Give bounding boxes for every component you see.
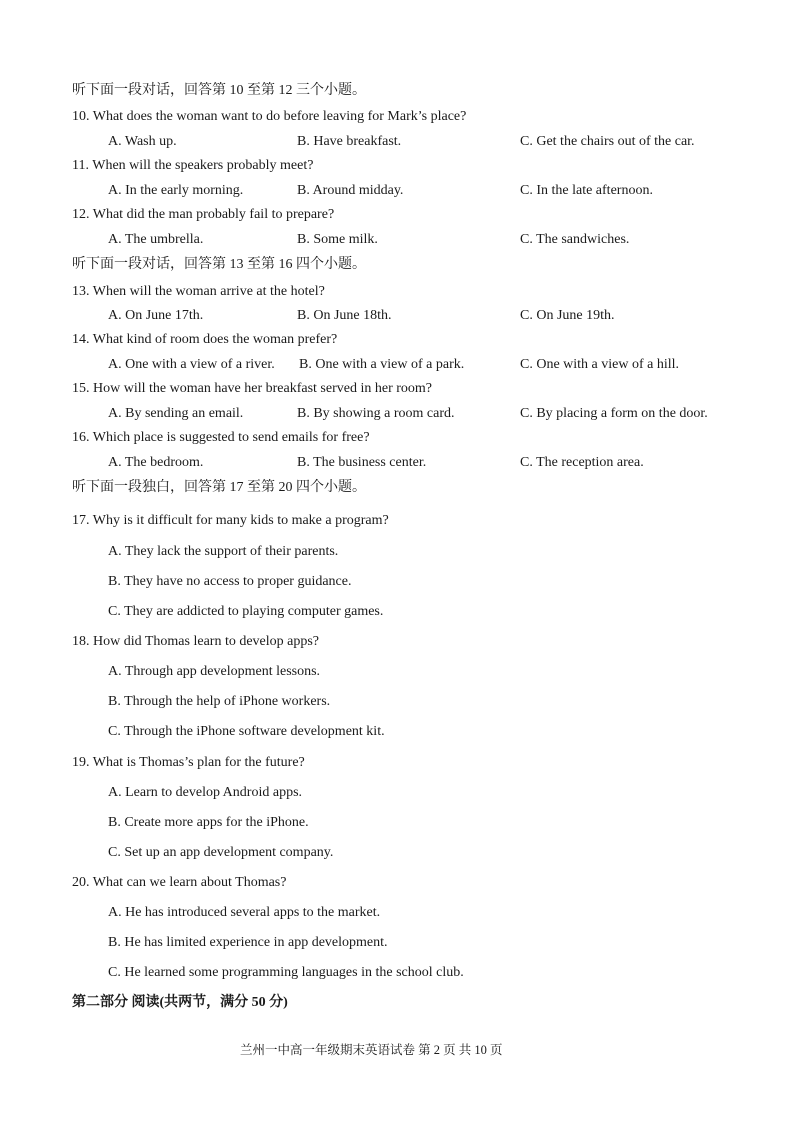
option-c: C. The reception area.: [520, 455, 644, 470]
option-c: C. One with a view of a hill.: [520, 357, 680, 372]
question-stem: 10. What does the woman want to do before leaving for Mark’s place?: [72, 109, 467, 124]
section-instruction: 听下面一段独白，回答第 17 至第 20 四个小题。: [72, 480, 366, 495]
option-b: B. On June 18th.: [297, 308, 392, 323]
question-stem: 18. How did Thomas learn to develop apps?: [72, 634, 320, 649]
option-c: C. They are addicted to playing computer games.: [108, 604, 384, 619]
option-a: A. The bedroom.: [108, 455, 204, 470]
question-stem: 13. When will the woman arrive at the hotel?: [72, 284, 325, 299]
option-a: A. One with a view of a river.: [108, 357, 275, 372]
page-footer: 兰州一中高一年级期末英语试卷 第 2 页 共 10 页: [240, 1043, 503, 1057]
option-b: B. He has limited experience in app development.: [108, 935, 388, 950]
option-b: B. Have breakfast.: [297, 134, 402, 149]
option-b: B. Create more apps for the iPhone.: [108, 815, 309, 830]
question-stem: 11. When will the speakers probably meet?: [72, 158, 314, 173]
option-a: A. Wash up.: [108, 134, 177, 149]
option-a: A. He has introduced several apps to the market.: [108, 905, 381, 920]
option-b: B. By showing a room card.: [297, 406, 455, 421]
option-c: C. He learned some programming languages in the school club.: [108, 965, 464, 980]
question-stem: 12. What did the man probably fail to prepare?: [72, 207, 335, 222]
option-c: C. On June 19th.: [520, 308, 615, 323]
option-a: A. By sending an email.: [108, 406, 244, 421]
option-c: C. Set up an app development company.: [108, 845, 334, 860]
question-stem: 19. What is Thomas’s plan for the future?: [72, 755, 305, 770]
option-b: B. Through the help of iPhone workers.: [108, 694, 331, 709]
question-stem: 20. What can we learn about Thomas?: [72, 875, 287, 890]
option-a: A. In the early morning.: [108, 183, 244, 198]
question-stem: 17. Why is it difficult for many kids to make a program?: [72, 513, 389, 528]
part-heading: 第二部分 阅读(共两节，满分 50 分): [72, 995, 288, 1010]
section-instruction: 听下面一段对话，回答第 10 至第 12 三个小题。: [72, 83, 366, 98]
section-instruction: 听下面一段对话，回答第 13 至第 16 四个小题。: [72, 257, 366, 272]
option-b: B. The business center.: [297, 455, 427, 470]
question-stem: 15. How will the woman have her breakfast served in her room?: [72, 381, 432, 396]
option-c: C. By placing a form on the door.: [520, 406, 708, 421]
option-a: A. The umbrella.: [108, 232, 204, 247]
option-a: A. Learn to develop Android apps.: [108, 785, 303, 800]
option-b: B. Around midday.: [297, 183, 404, 198]
option-c: C. Through the iPhone software development kit.: [108, 724, 385, 739]
question-stem: 16. Which place is suggested to send emails for free?: [72, 430, 370, 445]
option-a: A. On June 17th.: [108, 308, 204, 323]
option-b: B. Some milk.: [297, 232, 378, 247]
option-a: A. Through app development lessons.: [108, 664, 321, 679]
option-c: C. Get the chairs out of the car.: [520, 134, 695, 149]
option-b: B. They have no access to proper guidance.: [108, 574, 352, 589]
option-c: C. In the late afternoon.: [520, 183, 653, 198]
option-b: B. One with a view of a park.: [299, 357, 465, 372]
option-c: C. The sandwiches.: [520, 232, 630, 247]
option-a: A. They lack the support of their parents.: [108, 544, 339, 559]
question-stem: 14. What kind of room does the woman prefer?: [72, 332, 338, 347]
